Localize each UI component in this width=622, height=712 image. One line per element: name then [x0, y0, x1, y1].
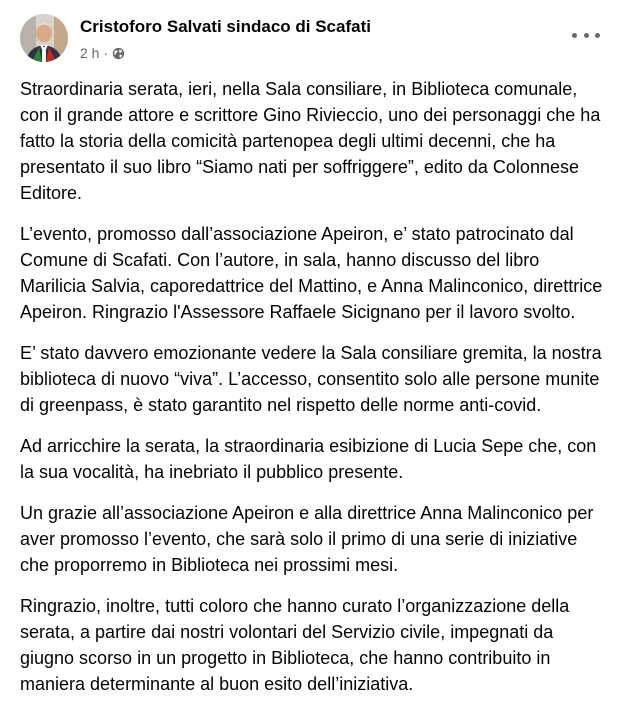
more-options-button[interactable]: [572, 26, 600, 44]
post-paragraph: E’ stato davvero emozionante vedere la Sala consiliare gremita, la nostra biblioteca di nuovo “viva”. L’accesso, consentito solo alle persone munite di greenpass, è stato garantito nel rispetto delle norme anti-covid.: [20, 343, 602, 415]
globe-icon[interactable]: [112, 47, 125, 60]
more-horizontal-icon: [572, 33, 577, 38]
author-name[interactable]: Cristoforo Salvati sindaco di Scafati: [80, 17, 371, 36]
author-avatar[interactable]: [20, 14, 68, 62]
more-horizontal-icon-dot: [584, 33, 589, 38]
post-paragraph: Ad arricchire la serata, la straordinaria esibizione di Lucia Sepe che, con la sua vocalità, ha inebriato il pubblico presente.: [20, 436, 597, 482]
more-horizontal-icon-dot: [595, 33, 600, 38]
post-header: [0, 0, 622, 70]
post-meta: [80, 44, 125, 62]
post-paragraph: L’evento, promosso dall’associazione Apeiron, e’ stato patrocinato dal Comune di Scafati. Con l’autore, in sala, hanno discusso del libro Marilicia Salvia, caporedattrice del Mattino, e Anna Malinconico, direttrice Apeiron. Ringrazio l'Assessore Raffaele Sicignano per il lavoro svolto.: [20, 224, 603, 322]
post-timestamp[interactable]: 2 h: [80, 45, 100, 61]
avatar-photo: [20, 14, 68, 62]
post-body: [20, 76, 604, 712]
post-paragraph: Ringrazio, inoltre, tutti coloro che hanno curato l’organizzazione della serata, a partire dai nostri volontari del Servizio civile, impegnati da giugno scorso in un progetto in Biblioteca, che hanno contribuito in maniera determinante al buon esito dell’iniziativa.: [20, 596, 570, 694]
post-paragraph: Straordinaria serata, ieri, nella Sala consiliare, in Biblioteca comunale, con il grande attore e scrittore Gino Rivieccio, uno dei personaggi che ha fatto la storia della comicità partenopea degli ultimi decenni, che ha presentato il suo libro “Siamo nati per soffriggere”, edito da Colonnese Editore.: [20, 79, 601, 203]
post-paragraph: Un grazie all’associazione Apeiron e alla direttrice Anna Malinconico per aver promosso l’evento, che sarà solo il primo di una serie di iniziative che proporremo in Biblioteca nei prossimi mesi.: [20, 503, 594, 575]
meta-separator: ·: [103, 45, 109, 61]
